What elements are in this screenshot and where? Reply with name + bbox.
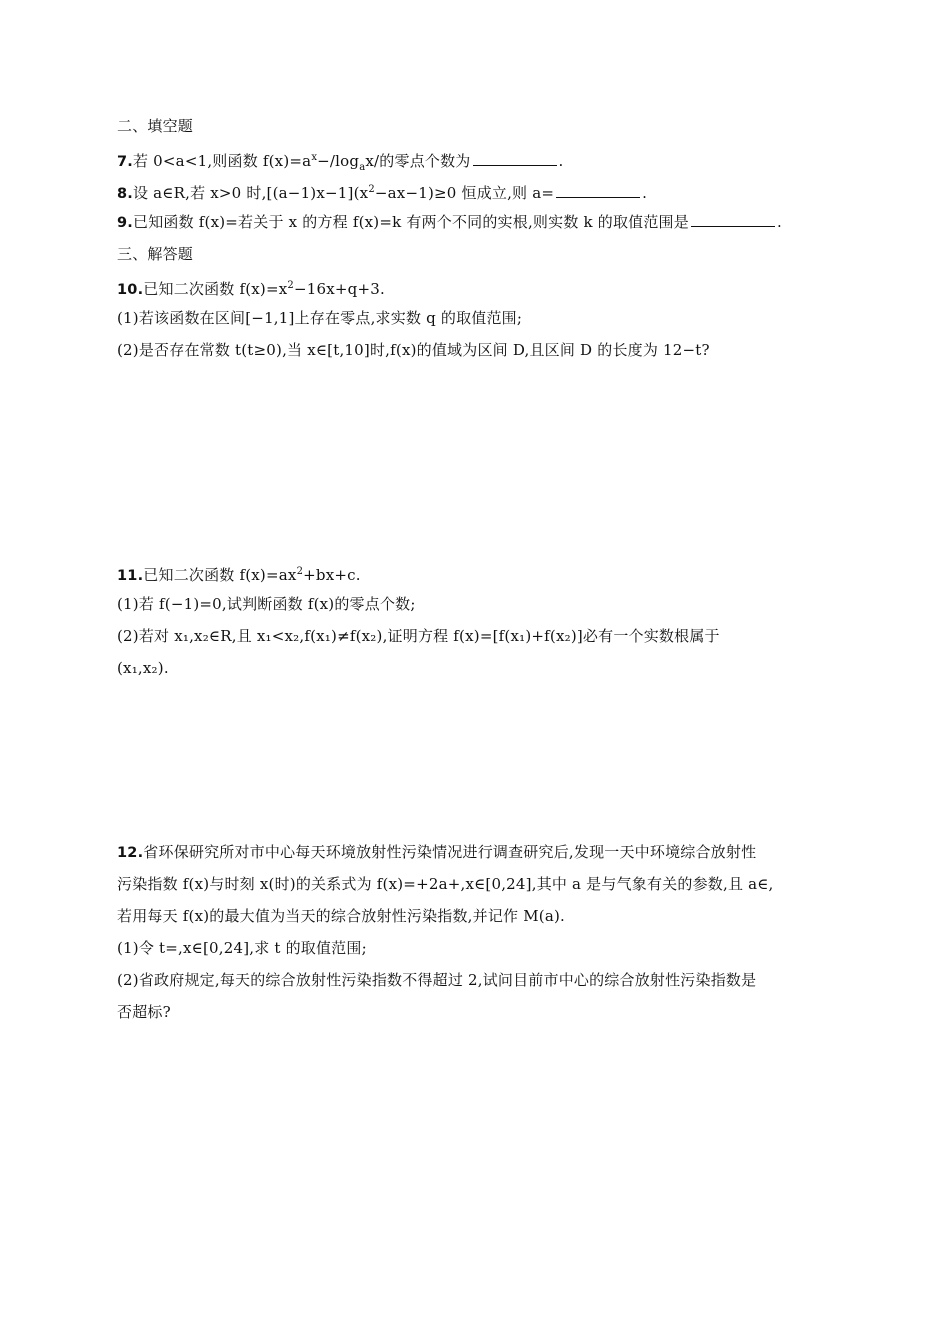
section-fill-blank: 二、填空题 — [117, 117, 194, 135]
question-text: 若 0<a<1,则函数 f(x)=a — [133, 152, 312, 170]
superscript: x — [311, 152, 318, 163]
question-text: −16x+q+3. — [293, 280, 385, 298]
question-11-part-1: (1)若 f(−1)=0,试判断函数 f(x)的零点个数; — [117, 595, 416, 613]
subscript: a — [359, 162, 366, 173]
question-number: 10. — [117, 282, 144, 298]
superscript: 2 — [296, 566, 304, 577]
question-11 — [117, 562, 361, 586]
question-12-part-1: (1)令 t=,x∈[0,24],求 t 的取值范围; — [117, 939, 367, 957]
superscript: 2 — [368, 184, 375, 195]
question-number: 8. — [117, 186, 133, 202]
question-text: +bx+c. — [303, 566, 361, 584]
question-text: 已知二次函数 f(x)=ax — [143, 566, 297, 584]
question-11-part-2-cont: (x₁,x₂). — [117, 659, 169, 677]
question-10-part-1: (1)若该函数在区间[−1,1]上存在零点,求实数 q 的取值范围; — [117, 309, 523, 327]
period: . — [776, 213, 782, 231]
question-12-line-3: 若用每天 f(x)的最大值为当天的综合放射性污染指数,并记作 M(a). — [117, 907, 565, 925]
question-text: 已知二次函数 f(x)=x — [143, 280, 288, 298]
answer-blank[interactable] — [556, 183, 640, 198]
question-10 — [117, 276, 385, 300]
question-8 — [117, 180, 647, 204]
question-text: −ax−1)≥0 恒成立,则 a= — [374, 184, 555, 202]
question-9 — [117, 212, 782, 233]
question-number: 11. — [117, 568, 144, 584]
question-12 — [117, 842, 756, 863]
question-12-part-2-cont: 否超标? — [117, 1003, 171, 1021]
question-10-part-2: (2)是否存在常数 t(t≥0),当 x∈[t,10]时,f(x)的值域为区间 D,且区间 D 的长度为 12−t? — [117, 341, 710, 359]
question-12-line-2: 污染指数 f(x)与时刻 x(时)的关系式为 f(x)=+2a+,x∈[0,24],其中 a 是与气象有关的参数,且 a∈, — [117, 875, 774, 893]
period: . — [558, 152, 564, 170]
question-text: 已知函数 f(x)=若关于 x 的方程 f(x)=k 有两个不同的实根,则实数 k 的取值范围是 — [133, 213, 689, 231]
section-answer: 三、解答题 — [117, 245, 194, 263]
question-11-part-2: (2)若对 x₁,x₂∈R,且 x₁<x₂,f(x₁)≠f(x₂),证明方程 f(x)=[f(x₁)+f(x₂)]必有一个实数根属于 — [117, 627, 720, 645]
question-number: 12. — [117, 845, 144, 861]
period: . — [642, 184, 648, 202]
question-12-part-2: (2)省政府规定,每天的综合放射性污染指数不得超过 2,试问目前市中心的综合放射性污染指数是 — [117, 971, 757, 989]
superscript: 2 — [287, 280, 294, 291]
question-number: 9. — [117, 215, 133, 231]
question-7 — [117, 148, 563, 178]
answer-blank[interactable] — [691, 212, 775, 227]
question-text: 设 a∈R,若 x>0 时,[(a−1)x−1](x — [133, 184, 369, 202]
question-number: 7. — [117, 154, 133, 170]
question-text: x/的零点个数为 — [365, 152, 471, 170]
question-text: −/log — [317, 152, 360, 170]
question-text: 省环保研究所对市中心每天环境放射性污染情况进行调查研究后,发现一天中环境综合放射性 — [143, 843, 757, 861]
answer-blank[interactable] — [473, 151, 557, 166]
